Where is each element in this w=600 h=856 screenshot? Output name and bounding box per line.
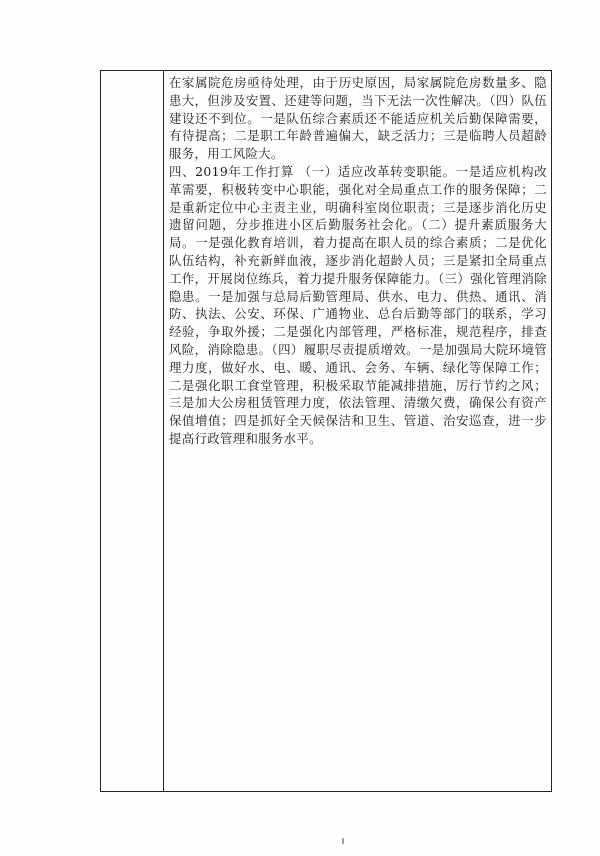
paragraph-current-problems: 在家属院危房亟待处理，由于历史原因，局家属院危房数量多、隐患大，但涉及安置、还建等问题，当下无法一次性解决。（四）队伍建设还不到位。一是队伍综合素质还不能适应机关后勤保障需要，有待提高；二是职工年龄普遍偏大，缺乏活力；三是临聘人员超龄服务，用工风险大。: [169, 75, 547, 162]
paragraph-2019-work-plan: 四、2019年工作打算 （一）适应改革转变职能。一是适应机构改革需要，积极转变中心职能，强化对全局重点工作的服务保障；二是重新定位中心主责主业，明确科室岗位职责；三是逐步消化历史遗留问题，分步推进小区后勤服务社会化。（二）提升素质服务大局。一是强化教育培训，着力提高在职人员的综合素质；二是优化队伍结构，补充新鲜血液，逐步消化超龄人员；三是紧扣全局重点工作，开展岗位练兵，着力提升服务保障能力。（三）强化管理消除隐患。一是加强与总局后勤管理局、供水、电力、供热、通讯、消防、执法、公安、环保、广通物业、总台后勤等部门的联系，学习经验，争取外援；二是强化内部管理，严格标准，规范程序，排查风险，消除隐患。（四）履职尽责提质增效。一是加强局大院环境管理力度，做好水、电、暖、通讯、会务、车辆、绿化等保障工作；二是强化职工食堂管理，积极采取节能减排措施，厉行节约之风；三是加大公房租赁管理力度，依法管理、清缴欠费，确保公有资产保值增值；四是抓好全天候保洁和卫生、管道、治安巡查，进一步提高行政管理和服务水平。: [169, 163, 547, 446]
content-cell: [169, 74, 547, 448]
scan-artifact-mark: [342, 838, 344, 844]
table-column-divider: [163, 70, 164, 792]
